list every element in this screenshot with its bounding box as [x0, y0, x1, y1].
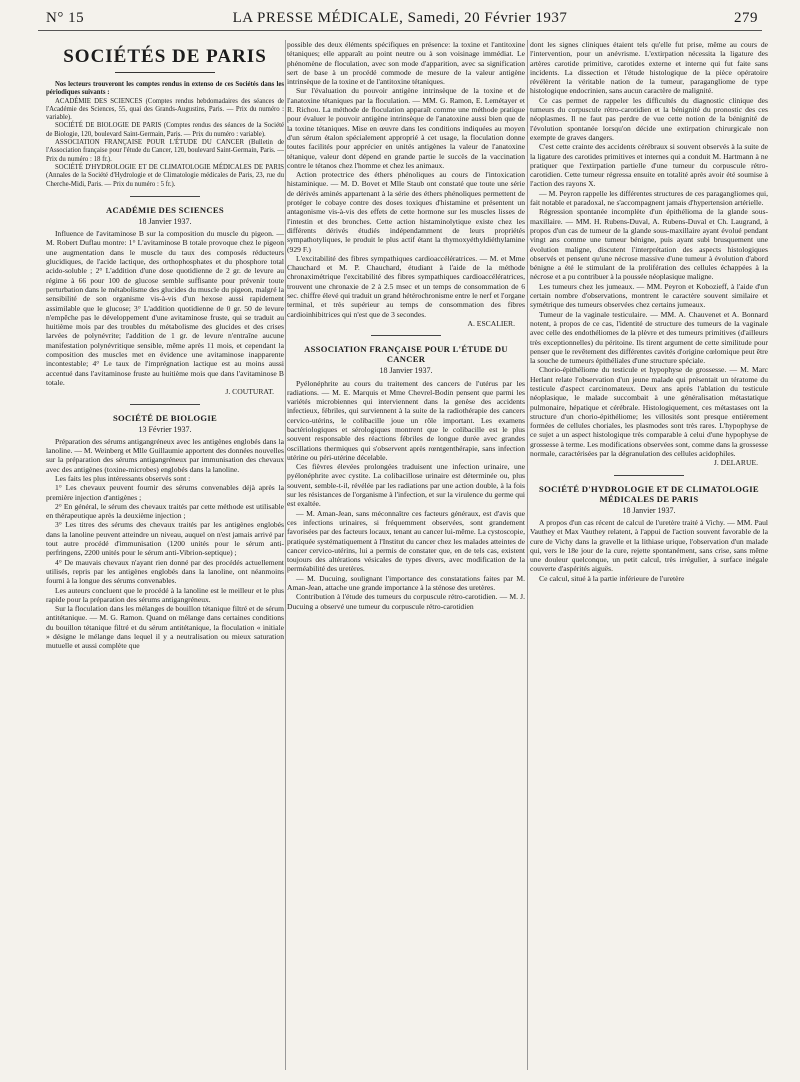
article-paragraph: Les tumeurs chez les jumeaux. — MM. Peyron et Kobozieff, à l'aide d'un certain nombre d'observations, montrent le caractère souvent similaire et symétrique des tumeurs observées chez certains jumeaux.: [530, 281, 768, 310]
column-3: [530, 40, 768, 1076]
article-paragraph: A propos d'un cas récent de calcul de l'uretère traité à Vichy. — MM. Paul Vauthey et Max Vauthey relatent, à l'appui de l'action souvent favorable de la cure de Vichy dans la gravelle et la lithiase urique, l'observation d'un malade qui, vers le 18e jour de la cure, rejette spontanément, sans crise, sans même une douleur quelconque, un petit calcul, très irrégulier, à surface inégale couverte d'aspérités aiguës.: [530, 517, 768, 574]
article-paragraph: Chorio-épithéliome du testicule et hypophyse de grossesse. — M. Marc Herlant relate l'observation d'un jeune malade qui présentait un tératome du testicule d'aspect carcinomateux. Deux ans après l'ablation du testicule néoplasique, le malade succombait à une généralisation métastatique pulmonaire, hépatique et cérébrale. Histologiquement, ces métastases ont la structure d'un chorio-épithéliome; les villosités sont presque entièrement formées de cellules choriales, les plasmodes sont très rares. L'hypophyse de ce sujet a un aspect histologique très comparable à celui d'une hypophyse de grossesse à terme. Les modifications observées sont, comme dans la grossesse normale, caractérisées par la dégranulation des cellules acidophiles.: [530, 365, 768, 459]
section-title-academie: ACADÉMIE DES SCIENCES: [105, 204, 225, 215]
article-paragraph: Sur l'évaluation du pouvoir antigène intrinsèque de la toxine et de l'anatoxine tétaniques par la floculation. — MM. G. Ramon, E. Lemétayer et R. Richou. La méthode de floculation apparaît comme une méthode pratique pour évaluer le pouvoir antigène intrinsèque de l'anatoxine aussi bien que de la toxine tétaniques. Mise en œuvre dans les conditions indiquées au moyen d'un sérum étalon spécialement approprié à cet usage, la floculation donne toutes facilités pour apprécier en unités antigènes la valeur de l'anatoxine tétanique, valeur dont dépend en grande partie le succès de la vaccination contre le tétanos chez l'homme et chez les animaux.: [287, 86, 525, 170]
article-paragraph: 4° De mauvais chevaux n'ayant rien donné par des procédés actuellement utilisés, repris par les antigènes englobés dans la lanoline, ont néanmoins fourni à la longue des sérums convenables.: [46, 557, 284, 586]
section-divider: [614, 475, 684, 476]
article-paragraph: L'excitabilité des fibres sympathiques cardioaccélératrices. — M. et Mme Chauchard et M. P. Chauchard, étudiant à l'aide de la méthode chronaximétrique l'excitabilité des fibres sympathiques cardioaccélératrices, trouvent une chronaxie de 2 à 2.5 msec et un temps de consommation de 6 sec. chiffre élevé qui traduit un grand hétérochronisme entre le nerf et l'organe terminal, et très supérieur au temps de consommation des fibres cardioinhibitrices qui n'est que de 3 secondes.: [287, 253, 525, 319]
section-divider: [130, 404, 200, 405]
intro-block: [46, 81, 284, 189]
article-paragraph: — M. Aman-Jean, sans méconnaître ces facteurs généraux, est d'avis que ces infections urinaires, si fréquemment observées, sont grandement favorisées par des facteurs locaux, tenant au cancer lui-même. La cystoscopie, pratiquée systématiquement à l'Institut du cancer chez les malades atteintes de cancer cervico-utérins, lui a permis de constater que, en de tels cas, existent toujours des altérations vésicales de types divers, avec modification de la perméabilité des uretères.: [287, 508, 525, 574]
article-paragraph: Ces fièvres élevées prolongées traduisent une infection urinaire, une pyélonéphrite avec cystite. La colibacillose urinaire est déterminée ou, plus souvent, semble-t-il, révélée par les radiations par une action double, à la fois sur les résistances de l'organisme à l'infection, et sur la virulence du germe qui est exaltée.: [287, 462, 525, 509]
article-paragraph: Régression spontanée incomplète d'un épithélioma de la glande sous-maxillaire. — MM. H. Rubens-Duval, A. Rubens-Duval et Ch. Laugrand, à propos d'un cas de tumeur de la glande sous-maxillaire ayant évolué pendant vingt ans comme une tumeur bénigne, puis ayant subi brusquement une évolution maligne, discutent l'interprétation des aspects histologiques observés et pensent qu'une nécrose massive d'une tumeur à évolution d'abord bénigne a été le stimulant de la prolifération des cellules échappées à la nécrose et a pu contribuer à la poussée néoplasique maligne.: [530, 207, 768, 282]
article-paragraph: Les auteurs concluent que le procédé à la lanoline est le meilleur et le plus rapide pour la préparation des sérums antigangréneux.: [46, 585, 284, 604]
author-signature: J. DELARUE.: [713, 458, 758, 468]
session-date: 18 Janvier 1937.: [622, 505, 676, 515]
article-paragraph: C'est cette crainte des accidents cérébraux si souvent observés à la suite de la ligature des carotides primitives et internes qui a conduit M. Hartmann à ne pratiquer que l'extirpation partielle d'une tumeur du corpuscule rétro-carotidien. Cette tumeur régressa ensuite en totalité après avoir été soumise à l'action des rayons X.: [530, 142, 768, 189]
section-title-biologie: SOCIÉTÉ DE BIOLOGIE: [112, 412, 218, 423]
column-1: [46, 40, 284, 1076]
article-paragraph: Pyélonéphrite au cours du traitement des cancers de l'utérus par les radiations. — M. E. Marquis et Mme Chevrel-Bodin pensent que parmi les variétés microbiennes qui interviennent dans la genèse des accidents infectieux, fébriles, qui surviennent à la suite de la radiothérapie des cancers cervico-utérins, le colibacille joue un rôle important. Les examens bactériologiques et sérologiques montrent que le colibacille est le plus souvent responsable des réactions fébriles de longue durée avec grandes oscillations thermiques qui s'observent après rœntgenthérapie, sans infection utérine ou péri-utérine décelable.: [287, 378, 525, 462]
article-paragraph: Tumeur de la vaginale testiculaire. — MM. A. Chauvenet et A. Bonnard notent, à propos de ce cas, l'identité de structure des tumeurs de la vaginale avec celle des endothéliomes de la plèvre et des tumeurs primitives (d'ailleurs très exceptionnelles) du péritoine. Ils tirent argument de cette similitude pour penser que le revêtement des différentes cavités d'origine cœlomique peut être la souche de tumeurs épithéliales d'une structure spéciale.: [530, 309, 768, 366]
author-signature: A. ESCALIER.: [467, 318, 515, 328]
author-signature: J. COUTURAT.: [225, 387, 274, 397]
source-item: ASSOCIATION FRANÇAISE POUR L'ÉTUDE DU CANCER (Bulletin de l'Association française pour l'étude du Cancer, 120, boulevard Saint-Germain, Paris. — Prix du numéro : 18 fr.).: [46, 139, 284, 163]
article-paragraph: Préparation des sérums antigangréneux avec les antigènes englobés dans la lanoline. — M. Weinberg et Mlle Guillaumie apportent des données nouvelles sur la préparation des sérums antigangréneux par immunisation des chevaux avec des antigènes (toxine-microbes) englobés dans la lanoline.: [46, 436, 284, 474]
article-paragraph: — M. Peyron rappelle les différentes structures de ces paragangliomes qui, fait notable et paradoxal, ne s'accompagnent jamais d'hypertension artérielle.: [530, 188, 768, 208]
article-paragraph: 1° Les chevaux peuvent fournir des sérums convenables déjà après la première injection d'antigènes ;: [46, 483, 284, 502]
article-paragraph: Ce calcul, situé à la partie inférieure de l'uretère: [539, 573, 685, 583]
article-paragraph: possible des deux éléments spécifiques en présence: la toxine et l'antitoxine tétaniques; elle apparaît au point neutre ou à son voisinage immédiat. Le phénomène de floculation, avec son mode d'apparition, avec sa signification sert de base à un procédé commode de mesure de la valeur antigène intrinsèque de la toxine et de l'antitoxine tétaniques.: [287, 40, 525, 87]
article-paragraph: Influence de l'avitaminose B sur la composition du muscle du pigeon. — M. Robert Duflau montre: 1° L'avitaminose B totale provoque chez le pigeon une augmentation dans le muscle du taux des composés réducteurs glucidiques, de l'acide lactique, des orthophosphates et du phosphore total acido-soluble ; 2° L'addition d'une dose quotidienne de 2 gr. de levure au régime à 66 pour 100 de glucose semble suffisante pour prévenir toute perturbation dans le métabolisme des glucides du muscle du pigeon, malgré la sensibilité de son organisme vis-à-vis d'un hexose aussi rapidement assimilable que le glucose; 3° L'addition quotidienne de 0 gr. 50 de levure n'empêche pas le développement d'une avitaminose fruste, qui se traduit au huitième mois par des troubles du métabolisme des glucides et des crises larvées de polynévrite; l'addition de 1 gr. de levure n'entraîne aucune manifestation polynévritique sensible, même après 11 mois, et cependant la composition des muscles met en évidence une avitaminose inapparente incontestable; 4° Le taux de l'imprégnation lactique est au moins aussi accentué dans l'avitaminose fruste au huitième mois que dans l'avitaminose B totale.: [46, 229, 284, 387]
section-title-hydrologie: SOCIÉTÉ D'HYDROLOGIE ET DE CLIMATOLOGIE MÉDICALES DE PARIS: [539, 483, 759, 504]
issue-number: N° 15: [46, 10, 85, 26]
section-banner: SOCIÉTÉS DE PARIS: [63, 46, 267, 67]
session-date: 18 Janvier 1937.: [138, 216, 192, 226]
session-date: 18 Janvier 1937.: [379, 366, 433, 376]
column-2: [287, 40, 525, 1076]
column-rule: [527, 40, 528, 1070]
article-paragraph: 2° En général, le sérum des chevaux traités par cette méthode est utilisable en thérapeutique après la deuxième injection ;: [46, 501, 284, 521]
article-paragraph: Action protectrice des éthers phénoliques au cours de l'intoxication histaminique. — M. D. Bovet et Mlle Staub ont constaté que toute une série de dérivés aminés appartenant à la série des éthers phénoliques permettent de protéger le cobaye contre des doses toxiques d'histamine et présentent un antagonisme vis-à-vis des effets de cette hormone sur les muscles lisses de l'intestin et des bronches. Cette action histaminolytique existe chez les différents dérivés étudiés indépendamment de leurs propriétés sympathotyliques, le produit le plus actif étant la thymoxyéthyldiéthylamine (929 F.): [287, 170, 525, 254]
session-date: 13 Février 1937.: [138, 424, 192, 434]
article-paragraph: dont les signes cliniques étaient tels qu'elle fut prise, même au cours de l'intervention, pour un anévrisme. L'extirpation nécessita la ligature des artères carotide primitive, carotides externe et interne qui fut faite sans incidents. La dissection et l'étude histologique de la pièce opératoire révélèrent la véritable nation de la tumeur, paragangliome de type histologique endocrinien, sans aucun caractère de malignité.: [530, 40, 768, 96]
article-paragraph: Les faits les plus intéressants observés sont :: [55, 473, 191, 483]
section-divider: [371, 335, 441, 336]
article-paragraph: — M. Ducuing, soulignant l'importance des constatations faites par M. Aman-Jean, attache une grande importance à la sténose des uretères.: [287, 573, 525, 593]
article-paragraph: Ce cas permet de rappeler les difficultés du diagnostic clinique des tumeurs du corpuscule rétro-carotidien et la bénignité du pronostic des ces néoplasmes. Il ne faut pas perdre de vue cette notion de la bénignité de l'évolution spontanée lorsqu'on décide une extirpation chirurgicale non exempte de graves dangers.: [530, 95, 768, 142]
intro-paragraph: Nos lecteurs trouveront les comptes rendus in extenso de ces Sociétés dans les périodiques suivants :: [46, 81, 284, 97]
page-number: 279: [734, 10, 758, 26]
journal-title: LA PRESSE MÉDICALE, Samedi, 20 Février 1937: [232, 10, 568, 26]
source-item: ACADÉMIE DES SCIENCES (Comptes rendus hebdomadaires des séances de l'Académie des Sciences, 55, quai des Grands-Augustins, Paris. — Prix du numéro : variable).: [46, 97, 284, 122]
source-item: SOCIÉTÉ D'HYDROLOGIE ET DE CLIMATOLOGIE MÉDICALES DE PARIS (Annales de la Société d'Hydrologie et de Climatologie médicales de Paris, 23, rue du Cherche-Midi, Paris. — Prix du numéro : 5 fr.).: [46, 163, 284, 188]
banner-divider: [115, 72, 215, 73]
page-header: [38, 8, 762, 31]
article-paragraph: 3° Les titres des sérums des chevaux traités par les antigènes englobés dans la lanoline peuvent atteindre un niveau, auquel on n'est jamais arrivé par tout autre procédé d'immunisation (1200 unités pour le sérum anti-perfringens, 2200 unités pour le sérum anti-Vibrion-septique) ;: [46, 520, 284, 558]
section-divider: [130, 196, 200, 197]
section-title-cancer: ASSOCIATION FRANÇAISE POUR L'ÉTUDE DU CANCER: [304, 344, 508, 365]
source-item: SOCIÉTÉ DE BIOLOGIE DE PARIS (Comptes rendus des séances de la Société de Biologie, 120, boulevard Saint-Germain, Paris. — Prix du numéro : variable).: [46, 122, 284, 138]
article-paragraph: Contribution à l'étude des tumeurs du corpuscule rétro-carotidien. — M. J. Ducuing a observé une tumeur du corpuscule rétro-carotidien: [287, 592, 525, 611]
column-rule: [285, 40, 286, 1070]
article-paragraph: Sur la floculation dans les mélanges de bouillon tétanique filtré et de sérum antitétanique. — M. G. Ramon. Quand on mélange dans certaines conditions du bouillon tétanique filtré et du sérum antitétanique, la floculation « initiale » désigne le mélange dans lequel il y a neutralisation ou mieux saturation mutuelle et aussi complète que: [46, 604, 284, 651]
